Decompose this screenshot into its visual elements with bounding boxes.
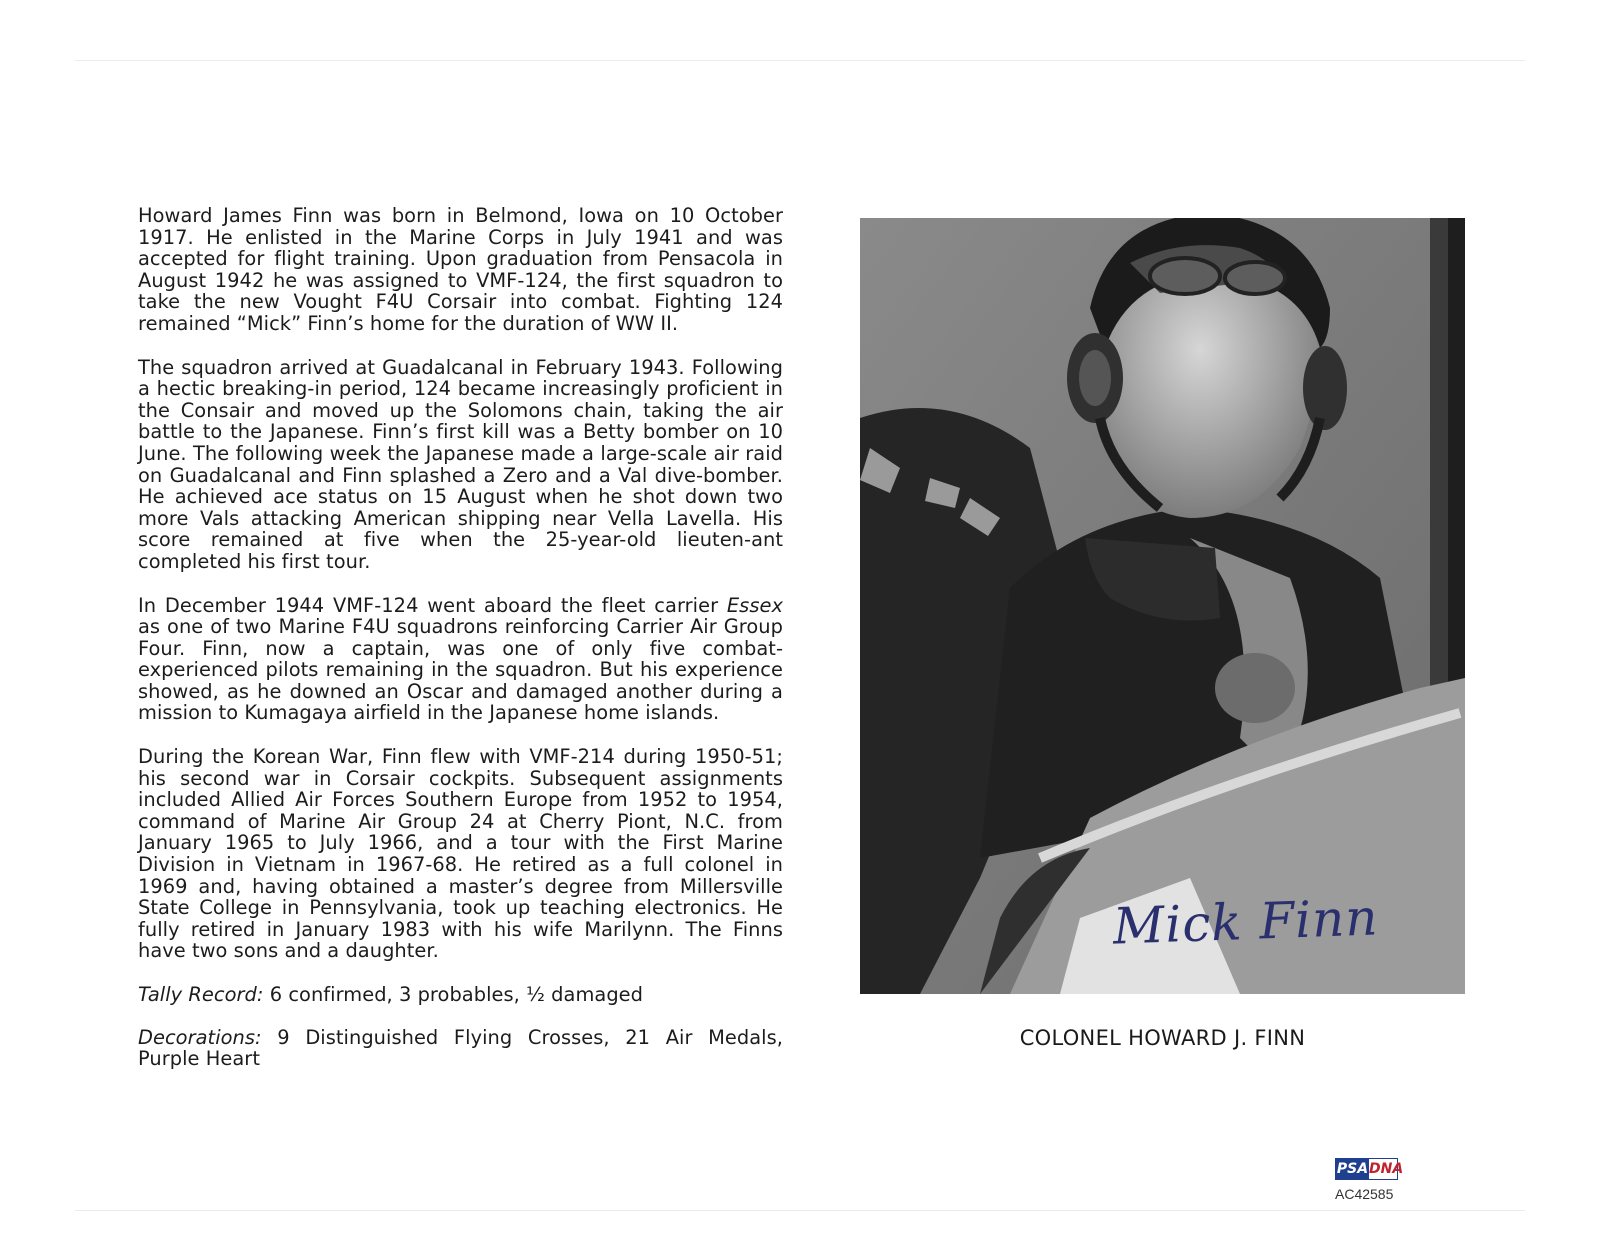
certificate-id: AC42585: [1335, 1186, 1394, 1202]
top-divider: [75, 60, 1525, 61]
psa-dna-logo: [1335, 1158, 1404, 1180]
autograph-signature: Mick Finn: [1112, 888, 1380, 956]
psa-logo-text: PSA: [1336, 1161, 1369, 1177]
photo-caption: COLONEL HOWARD J. FINN: [1019, 1026, 1306, 1050]
bio-paragraph-2: The squadron arrived at Guadalcanal in February 1943. Following a hectic breaking-in period, 124 became increasingly proficient in the Consair and moved up the Solomons chain, taking the air battle to the Japanese. Finn’s first kill was a Betty bomber on 10 June. The following week the Japanese made a large-scale air raid on Guadalcanal and Finn splashed a Zero and a Val dive-bomber. He achieved ace status on 15 August when he shot down two more Vals attacking American shipping near Vella Lavella. His score remained at five when the 25-year-old lieuten-ant completed his first tour.: [138, 355, 783, 573]
decorations-value: 9 Distinguished Flying Crosses, 21 Air Medals, Purple Heart: [138, 1025, 783, 1071]
dna-logo-text: DNA: [1369, 1161, 1404, 1177]
bio-paragraph-1: Howard James Finn was born in Belmond, Iowa on 10 October 1917. He enlisted in the Marine Corps in July 1941 and was accepted for flight training. Upon graduation from Pensacola in August 1942 he was assigned to VMF-124, the first squadron to take the new Vought F4U Corsair into combat. Fighting 124 remained “Mick” Finn’s home for the duration of WW II.: [138, 204, 783, 335]
bio-paragraph-3: [138, 595, 783, 725]
bottom-divider: [75, 1210, 1525, 1211]
tally-record: [138, 984, 783, 1006]
decorations-label: Decorations:: [138, 1025, 262, 1049]
ship-name: Essex: [726, 593, 783, 617]
bio-paragraph-3-end: as one of two Marine F4U squadrons reinforcing Carrier Air Group Four. Finn, now a captain, was one of only five combat-experienced pilots remaining in the squadron. But his experience showed, as he downed an Oscar and damaged another during a mission to Kumagaya airfield in the Japanese home islands.: [138, 615, 783, 725]
pilot-photo: [860, 218, 1465, 994]
tally-label: Tally Record:: [138, 983, 264, 1006]
decorations: [138, 1027, 783, 1070]
bio-paragraph-3-start: In December 1944 VMF-124 went aboard the fleet carrier: [138, 593, 727, 617]
bio-paragraph-4: During the Korean War, Finn flew with VMF-214 during 1950-51; his second war in Corsair cockpits. Subsequent assignments included Allied Air Forces Southern Europe from 1952 to 1954, command of Marine Air Group 24 at Cherry Piont, N.C. from January 1965 to July 1966, and a tour with the First Marine Division in Vietnam in 1967-68. He retired as a full colonel in 1969 and, having obtained a master’s degree from Millersville State College in Pennsylvania, took up teaching electronics. He fully retired in January 1983 with his wife Marilynn. The Finns have two sons and a daughter.: [138, 745, 783, 963]
biography-text: [138, 205, 783, 1092]
tally-value: 6 confirmed, 3 probables, ½ damaged: [263, 983, 644, 1006]
pilot-photo-illustration: [860, 218, 1465, 994]
